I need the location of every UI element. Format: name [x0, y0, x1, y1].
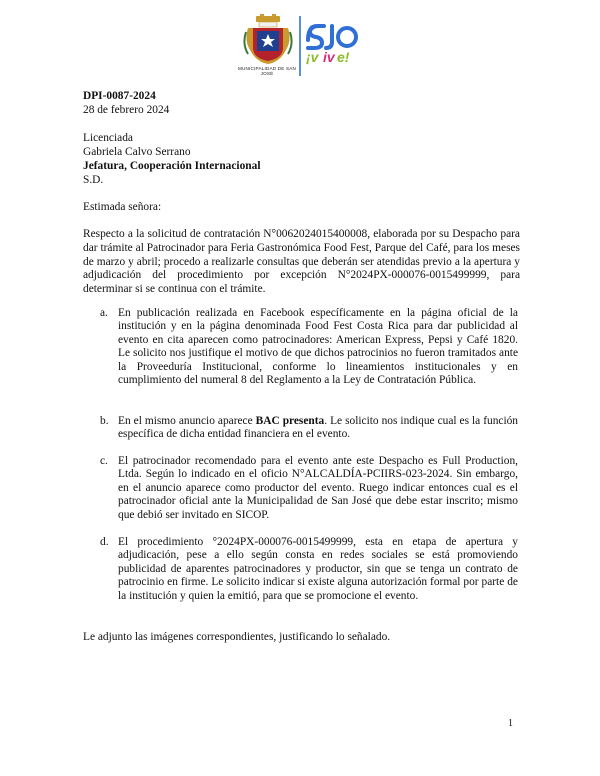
recipient-sd: S.D.	[83, 174, 104, 186]
closing-paragraph: Le adjunto las imágenes correspondientes, justificando lo señalado.	[83, 631, 391, 643]
document-number: DPI-0087-2024	[83, 90, 156, 102]
svg-text:e!: e!	[337, 49, 350, 65]
page-number: 1	[508, 718, 513, 729]
list-item-text: El procedimiento °2024PX-000076-0015499999, esta en etapa de apertura y adjudicación, pese a ello según consta en redes sociales se está promoviendo publicidad de aparentes patrocinadores y productor, sin que se tenga un contrato de patrocinio en firme. Le solicito indicar si existe alguna autorización formal por parte de la institución y quien la emitió, para que se promocione el evento.	[118, 536, 518, 602]
list-item-text: El patrocinador recomendado para el evento ante este Despacho es Full Production, Ltda. Según lo indicado en el oficio N°ALCALDÍA-PCIIRS-023-2024. Sin embargo, en el anuncio aparece como productor del evento. Ruego indicar entonces cual es el patrocinador oficial ante la Municipalidad de San José que debe estar inscrito; mismo que debió ser invitado en SICOP.	[118, 455, 518, 521]
list-marker: a.	[100, 307, 108, 319]
svg-text:iv: iv	[323, 49, 335, 65]
document-date: 28 de febrero 2024	[83, 104, 170, 116]
intro-paragraph: Respecto a la solicitud de contratación N°0062024015400008, elaborada por su Despacho para dar trámite al Patrocinador para Feria Gastronómica Food Fest, Parque del Café, para los meses de marzo y abril; procedo a realizarle consultas que deberán ser atendidas previo a la apertura y adjudicación del procedimiento por excepción N°2024PX-000076-0015499999, para determinar si se continua con el trámite.	[83, 228, 520, 296]
list-marker: b.	[100, 415, 109, 427]
greeting: Estimada señora:	[83, 201, 162, 213]
list-marker: d.	[100, 536, 109, 548]
recipient-title: Licenciada	[83, 132, 133, 144]
header-divider	[299, 16, 301, 76]
list-item-text: En publicación realizada en Facebook específicamente en la página oficial de la institución y en la página denominada Food Fest Costa Rica para dar publicidad al evento en cita aparecen como patrocinadores: American Express, Pepsi y Café 1820. Le solicito nos justifique el motivo de que dichos patrocinios no fueron tramitados ante la Proveeduría Institucional, conforme lo lineamientos institucionales y en cumplimiento del numeral 8 del Reglamento a la Ley de Contratación Pública.	[118, 307, 518, 387]
list-item-text-before: En el mismo anuncio aparece	[118, 415, 256, 427]
recipient-name: Gabriela Calvo Serrano	[83, 146, 191, 158]
svg-text:¡v: ¡v	[306, 49, 319, 65]
highlighted-sponsor: BAC presenta	[255, 415, 325, 427]
recipient-office: Jefatura, Cooperación Internacional	[83, 160, 261, 172]
list-marker: c.	[100, 455, 108, 467]
list-item-text	[118, 415, 518, 442]
sjo-vive-logo	[304, 20, 360, 66]
municipality-name: MUNICIPALIDAD DE SAN JOSÉ	[237, 66, 297, 76]
list-item-text-after: . Le solicito nos indique cual es la función específica de dicha entidad financiera en el evento.	[118, 415, 519, 441]
